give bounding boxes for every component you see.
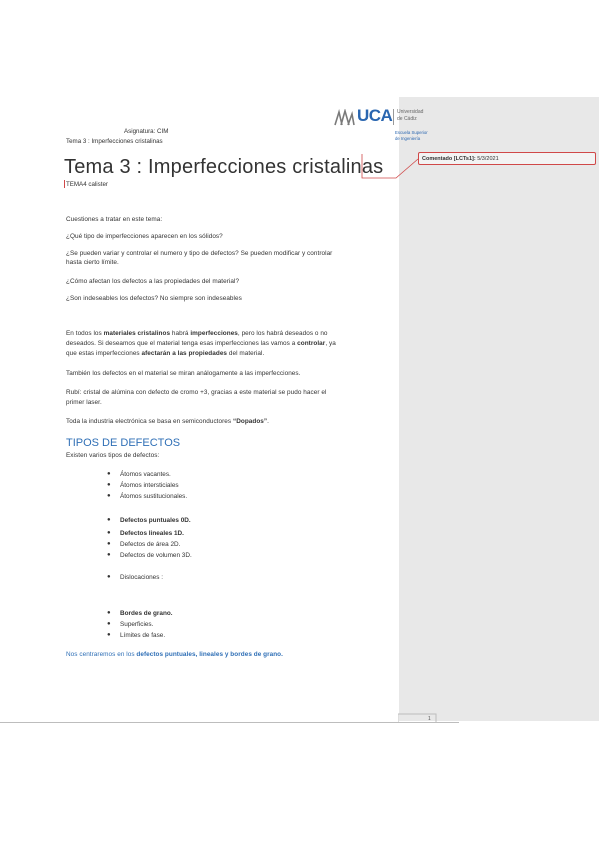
paragraph-4: Toda la industria electrónica se basa en semiconductores “Dopados”. — [66, 418, 269, 425]
paragraph-line: deseados. Si deseamos que el material tenga esas imperfecciones las vamos a controlar, ya — [66, 340, 336, 347]
comment-anchor-marker — [64, 180, 65, 188]
list-item: ● Defectos puntuales 0D. — [107, 517, 191, 524]
logo-acronym: UCA — [357, 106, 393, 125]
paragraph-3-line2: primer laser. — [66, 399, 102, 406]
logo-school-line1: Escuela Superior — [395, 130, 428, 135]
header-subject: Asignatura: CIM — [124, 128, 169, 135]
paragraph-2: También los defectos en el material se miran análogamente a las imperfecciones. — [66, 370, 301, 377]
list-item: ● Defectos lineales 1D. — [107, 530, 184, 537]
list-item: ● Defectos de área 2D. — [107, 541, 181, 548]
comment-label: Comentado [LCTs1]: — [422, 156, 476, 162]
list-item: ● Dislocaciones : — [107, 574, 163, 581]
list-item: ● Límites de fase. — [107, 632, 166, 639]
page-bottom-rule — [0, 722, 399, 723]
closing-line: Nos centraremos en los defectos puntuales, lineales y bordes de grano. — [66, 651, 283, 658]
logo-school-line2: de Ingeniería — [395, 136, 421, 141]
list-item: ● Átomos vacantes. — [107, 471, 171, 478]
list-item: ● Bordes de grano. — [107, 610, 173, 617]
page-number: 1 — [428, 716, 431, 722]
paragraph-line: que estas imperfecciones afectarán a las propiedades del material. — [66, 350, 265, 357]
comment-balloon[interactable] — [418, 152, 596, 165]
list-item: ● Átomos sustitucionales. — [107, 493, 188, 500]
section-intro: Existen varios tipos de defectos: — [66, 452, 160, 459]
page-number-tab — [398, 712, 438, 724]
logo-university-line1: Universidad — [397, 109, 424, 115]
comment-margin-pane — [399, 97, 599, 721]
header-topic: Tema 3 : Imperfecciones cristalinas — [66, 138, 163, 145]
logo-emblem-icon — [333, 109, 355, 127]
question-4: ¿Son indeseables los defectos? No siempre son indeseables — [66, 295, 242, 302]
question-2: ¿Se pueden variar y controlar el numero y tipo de defectos? Se pueden modificar y controlar — [66, 250, 333, 257]
document-author: TEMA4 calister — [66, 181, 108, 188]
document-title: Tema 3 : Imperfecciones cristalinas — [64, 156, 384, 178]
list-item: ● Defectos de volumen 3D. — [107, 552, 192, 559]
university-logo — [333, 106, 448, 146]
list-item: ● Átomos intersticiales — [107, 482, 179, 489]
logo-divider — [393, 109, 394, 125]
list-item: ● Superficies. — [107, 621, 154, 628]
paragraph-3-line1: Rubí: cristal de alúmina con defecto de cromo +3, gracias a este material se pudo hacer el — [66, 389, 327, 396]
section-heading: TIPOS DE DEFECTOS — [66, 437, 181, 449]
comment-date: 5/3/2021 — [477, 156, 499, 162]
question-3: ¿Cómo afectan los defectos a las propiedades del material? — [66, 278, 240, 285]
question-1: ¿Qué tipo de imperfecciones aparecen en los sólidos? — [66, 233, 223, 240]
paragraph-line: En todos los materiales cristalinos habrá imperfecciones, pero los habrá deseados o no — [66, 330, 328, 337]
question-2-continued: hasta cierto límite. — [66, 259, 119, 266]
questions-intro: Cuestiones a tratar en este tema: — [66, 216, 163, 223]
logo-university-line2: de Cádiz — [397, 116, 417, 122]
